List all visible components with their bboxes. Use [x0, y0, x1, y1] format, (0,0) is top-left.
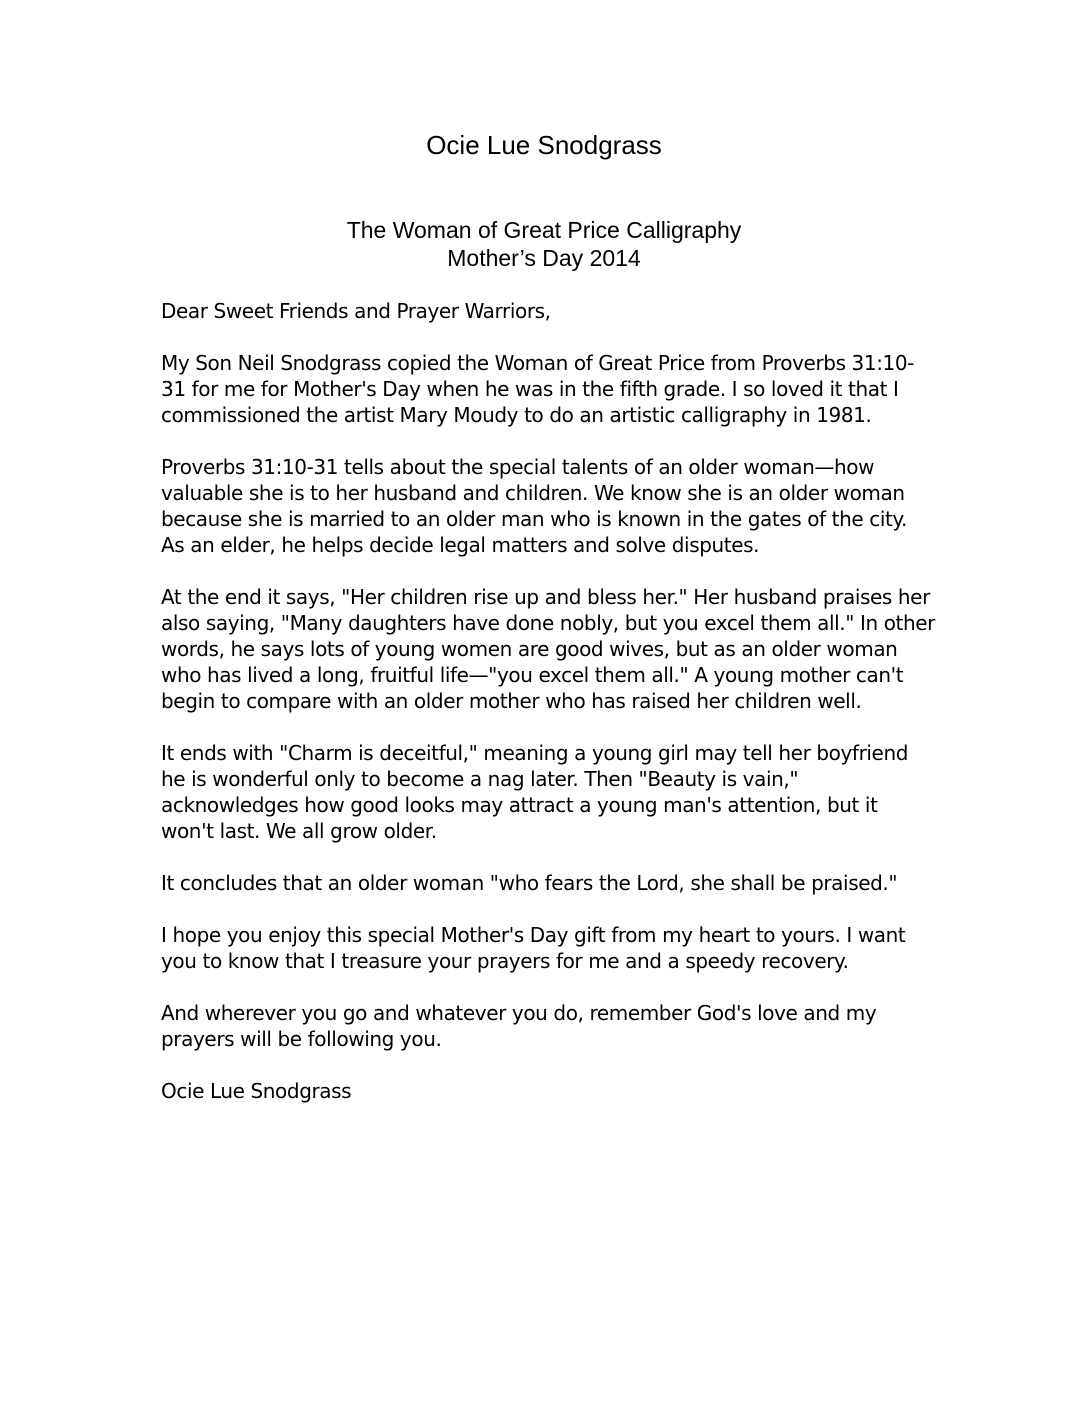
paragraph-children-rise-up: At the end it says, "Her children rise up and bless her." Her husband praises her also saying, "Many daughters have done nobly, but you excel them all." In other words, he says lots of young women are good wives, but as an older woman who has lived a long, fruitful life—"you excel them all." A young mother can't begin to compare with an older mother who has raised her children well.	[161, 585, 936, 713]
document-subtitle	[0, 216, 1088, 272]
paragraph-calligraphy-origin: My Son Neil Snodgrass copied the Woman of Great Price from Proverbs 31:10-31 for me for Mother's Day when he was in the fifth grade. I so loved it that I commissioned the artist Mary Moudy to do an artistic calligraphy in 1981.	[161, 351, 914, 427]
paragraph-charm-deceitful: It ends with "Charm is deceitful," meaning a young girl may tell her boyfriend he is wonderful only to become a nag later. Then "Beauty is vain," acknowledges how good looks may attract a young man's attention, but it won't last. We all grow older.	[161, 741, 909, 843]
paragraph-gift-wishes: I hope you enjoy this special Mother's Day gift from my heart to yours. I want you to know that I treasure your prayers for me and a speedy recovery.	[161, 923, 906, 973]
subtitle-line-1: The Woman of Great Price Calligraphy	[346, 217, 742, 243]
signature: Ocie Lue Snodgrass	[161, 1079, 352, 1103]
salutation: Dear Sweet Friends and Prayer Warriors,	[161, 299, 551, 323]
paragraph-proverbs-description: Proverbs 31:10-31 tells about the special talents of an older woman—how valuable she is to her husband and children. We know she is an older woman because she is married to an older man who is known in the gates of the city. As an elder, he helps decide legal matters and solve disputes.	[161, 455, 907, 557]
subtitle-line-2: Mother’s Day 2014	[447, 245, 641, 271]
letter-body	[161, 298, 936, 1130]
paragraph-conclusion: It concludes that an older woman "who fears the Lord, she shall be praised."	[161, 871, 898, 895]
paragraph-blessing: And wherever you go and whatever you do, remember God's love and my prayers will be following you.	[161, 1001, 877, 1051]
document-title: Ocie Lue Snodgrass	[426, 130, 662, 160]
